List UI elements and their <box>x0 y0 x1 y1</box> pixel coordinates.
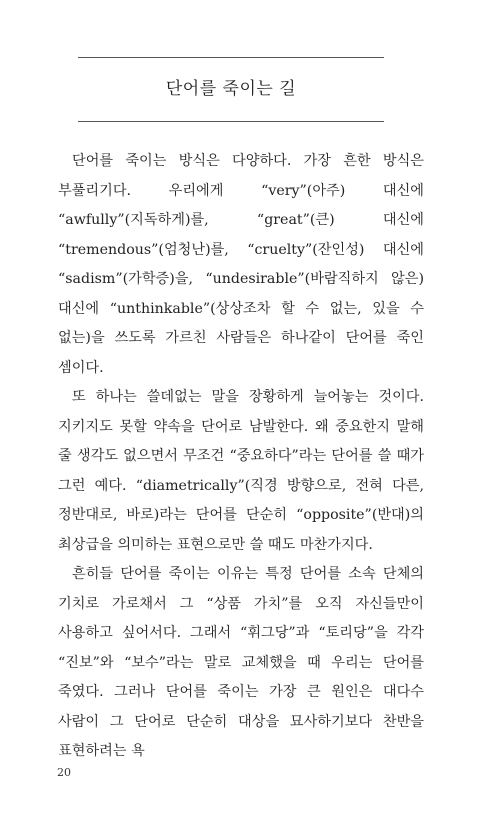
body-text <box>58 147 424 767</box>
title-rule-bottom <box>78 121 384 122</box>
paragraph-2: 또 하나는 쓸데없는 말을 장황하게 늘어놓는 것이다. 지키지도 못할 약속을 단어로 남발한다. 왜 중요한지 말해 줄 생각도 없으면서 무조건 “중요하다”라는 단어를 쓸 때가 그런 예다. “diametrically”(직경 방향으로, 전혀 다른, 정반대로, 바로)라는 단어를 단순히 “opposite”(반대)의 최상급을 의미하는 표현으로만 쓸 때도 마찬가지다. <box>58 389 424 553</box>
paragraph-3: 흔히들 단어를 죽이는 이유는 특정 단어를 소속 단체의 기치로 가로채서 그 “상품 가치”를 오직 자신들만이 사용하고 싶어서다. 그래서 “휘그당”과 “토리당”을 각각 “진보”와 “보수”라는 말로 교체했을 때 우리는 단어를 죽였다. 그러나 단어를 죽이는 가장 큰 원인은 대다수 사람이 그 단어로 단순히 대상을 묘사하기보다 찬반을 표현하려는 욕 <box>58 566 424 759</box>
page-number: 20 <box>57 766 71 779</box>
chapter-title: 단어를 죽이는 길 <box>165 79 297 99</box>
title-rule-top <box>78 57 384 58</box>
paragraph-1: 단어를 죽이는 방식은 다양하다. 가장 흔한 방식은 부풀리기다. 우리에게 “very”(아주) 대신에 “awfully”(지독하게)를, “great”(큰) 대신에 “tremendous”(엄청난)를, “cruelty”(잔인성) 대신에 “sadism”(가학증)을, “undesirable”(바람직하지 않은) 대신에 “unthinkable”(상상조차 할 수 없는, 있을 수 없는)을 쓰도록 가르친 사람들은 하나같이 단어를 죽인 셈이다. <box>58 153 424 376</box>
